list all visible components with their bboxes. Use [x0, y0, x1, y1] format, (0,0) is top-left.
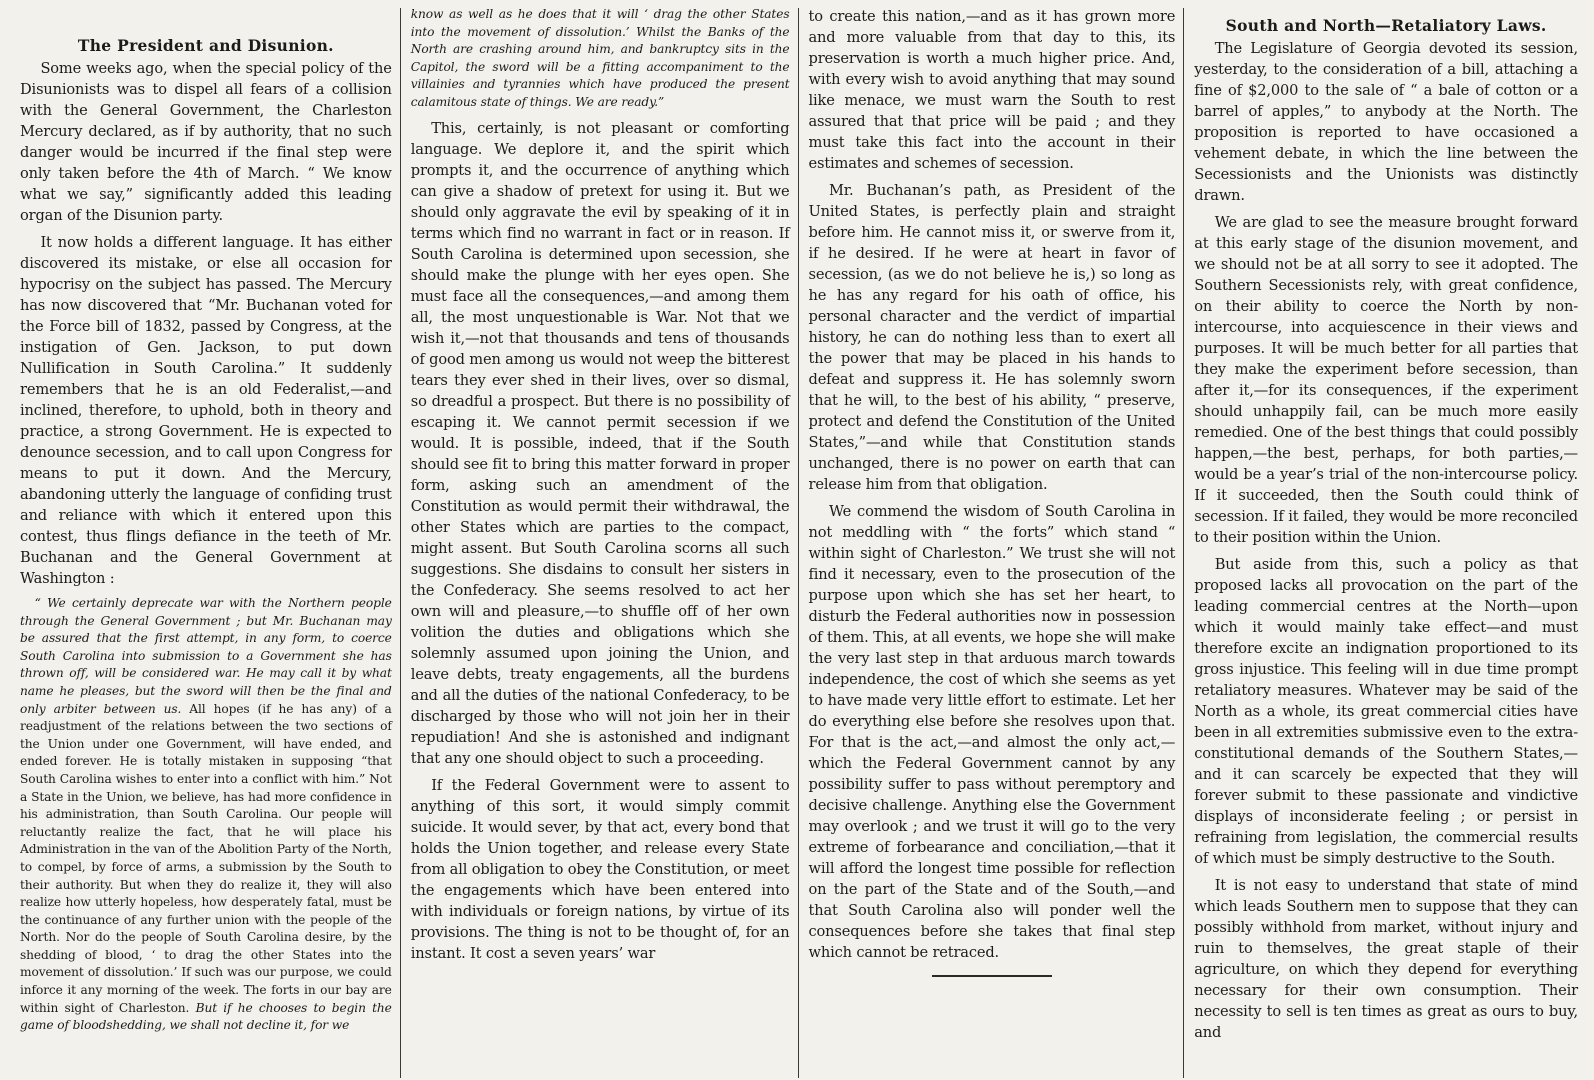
- article-heading-retaliatory-laws: South and North—Retaliatory Laws.: [1225, 16, 1547, 35]
- paragraph: Mr. Buchanan’s path, as President of the United States, is perfectly plain and straight before him. He cannot miss it, or swerve from it, if he desired. If he were at heart in favor of secession, (as we do not believe he is,) so long as he has any regard for his oath of office, his personal character and the verdict of impartial history, he can do nothing less than to exert all the power that may be placed in his hands to defeat and suppress it. He has solemnly sworn that he will, to the best of his ability, “ preserve, protect and defend the Constitution of the United States,”—and while that Constitution stands unchanged, there is no power on earth that can release him from that obligation.: [808, 182, 1176, 493]
- column-4: [1184, 6, 1586, 1080]
- paragraph: This, certainly, is not pleasant or comforting language. We deplore it, and the spirit which prompts it, and the occurrence of anything which can give a shadow of pretext for using it. But we should only aggravate the evil by speaking of it in terms which find no warrant in fact or in reason. If South Carolina is determined upon secession, she should make the plunge with her eyes open. She must face all the consequences,—and among them all, the most unquestionable is War. Not that we wish it,—not that thousands and tens of thousands of good men among us would not weep the bitterest tears they ever shed in their lives, over so dismal, so dreadful a prospect. But there is no possibility of escaping it. We cannot permit secession if we would. It is possible, indeed, that if the South should see fit to bring this matter forward in proper form, asking such an amendment of the Constitution as would permit their withdrawal, the other States which are parties to the compact, might assent. But South Carolina scorns all such suggestions. She disdains to consult her sisters in the Confederacy. She seems resolved to act her own will and pleasure,—to shuffle off of her own volition the duties and obligations which she solemnly assumed upon joining the Union, and leave debts, treaty engagements, all the burdens and all the duties of the national Confederacy, to be discharged by those who will not join her in their repudiation! And she is astonished and indignant that any one should object to such a proceeding.: [410, 119, 790, 767]
- column-1: [10, 6, 400, 1080]
- paragraph: We are glad to see the measure brought forward at this early stage of the disunion movement, and we should not be at all sorry to see it adopted. The Southern Secessionists rely, with great confidence, on their ability to coerce the North by non-intercourse, into acquiescence in their views and purposes. It will be much better for all parties that they make the experiment before secession, than after it,—for its consequences, if the experiment should unhappily fail, can be much more easily remedied. One of the best things that could possibly happen,—the best, perhaps, for both parties,—would be a year’s trial of the non-intercourse policy. If it succeeded, then the South could think of secession. If it failed, they would be more reconciled to their position within the Union.: [1194, 214, 1578, 546]
- paragraph: It now holds a different language. It has either discovered its mistake, or else all occasion for hypocrisy on the subject has passed. The Mercury has now discovered that “Mr. Buchanan voted for the Force bill of 1832, passed by Congress, at the instigation of Gen. Jackson, to put down Nullification in South Carolina.” It suddenly remembers that he is an old Federalist,—and inclined, therefore, to uphold, both in theory and practice, a strong Government. He is expected to denounce secession, and to call upon Congress for means to put it down. And the Mercury, abandoning utterly the language of confiding trust and reliance with which it entered upon this contest, thus flings defiance in the teeth of Mr. Buchanan and the General Government at Washington :: [20, 234, 392, 587]
- column-2: [401, 6, 798, 1080]
- paragraph: The Legislature of Georgia devoted its session, yesterday, to the consideration of a bill, attaching a fine of $2,000 to the sale of “ a bale of cotton or a barrel of apples,” to anybody at the North. The proposition is reported to have occasioned a vehement debate, in which the line between the Secessionists and the Unionists was distinctly drawn.: [1194, 40, 1578, 204]
- paragraph: It is not easy to understand that state of mind which leads Southern men to suppose that they can possibly withhold from market, without injury and ruin to themselves, the great staple of their agriculture, on which they depend for everything necessary for their own consumption. Their necessity to sell is ten times as great as ours to buy, and: [1194, 877, 1578, 1041]
- quote-italic-tail: But if he chooses to begin the game of bloodshedding, we shall not decline it, for we: [20, 1000, 392, 1033]
- quote-roman-text: All hopes (if he has any) of a readjustment of the relations between the two sections of the Union under one Government, will have ended, and ended forever. He is totally mistaken in supposing “that South Carolina wishes to enter into a conflict with him.” Not a State in the Union, we believe, has had more confidence in his administration, than South Carolina. Our people will reluctantly realize the fact, that he will place his Administration in the van of the Abolition Party of the North, to compel, by force of arms, a submission by the South to their authority. But when they do realize it, they will also realize how utterly hopeless, how desperately fatal, must be the continuance of any further union with the people of the North. Nor do the people of South Carolina desire, by the shedding of blood, ‘ to drag the other States into the movement of dissolution.’ If such was our purpose, we could inforce it any morning of the week. The forts in our bay are within sight of Charleston.: [20, 701, 392, 1015]
- paragraph: If the Federal Government were to assent to anything of this sort, it would simply commit suicide. It would sever, by that act, every bond that holds the Union together, and release every State from all obligation to obey the Constitution, or meet the engagements which have been entered into with individuals or foreign nations, by virtue of its provisions. The thing is not to be thought of, for an instant. It cost a seven years’ war: [410, 776, 790, 962]
- column-3: [799, 6, 1184, 1080]
- article-heading-president-disunion: The President and Disunion.: [77, 36, 334, 55]
- article-end-rule: [932, 975, 1052, 977]
- paragraph: to create this nation,—and as it has grown more and more valuable from that day to this, its preservation is worth a much higher price. And, with every wish to avoid anything that may sound like menace, we must warn the South to rest assured that that price will be paid ; and they must take this fact into the account in their estimates and schemes of secession.: [808, 8, 1176, 172]
- quoted-passage-mercury: [20, 595, 392, 1035]
- paragraph: Some weeks ago, when the special policy of the Disunionists was to dispel all fears of a collision with the General Government, the Charleston Mercury declared, as if by authority, that no such danger would be incurred if the final step were only taken before the 4th of March. “ We know what we say,” significantly added this leading organ of the Disunion party.: [20, 60, 392, 224]
- quoted-passage-continued: [411, 6, 790, 112]
- paragraph: But aside from this, such a policy as that proposed lacks all provocation on the part of the leading commercial centres at the North—upon which it would mainly take effect—and must therefore excite an indignation proportioned to its gross injustice. This feeling will in due time prompt retaliatory measures. Whatever may be said of the North as a whole, its great commercial cities have been in all extremities submissive even to the extra-constitutional demands of the Southern States,—and it can scarcely be expected that they will forever submit to these passionate and vindictive displays of inconsiderate feeling ; or persist in refraining from legislation, the commercial results of which must be simply destructive to the South.: [1194, 556, 1578, 867]
- quote-continued-text: know as well as he does that it will ‘ drag the other States into the movement of dissolution.’ Whilst the Banks of the North are crashing around him, and bankruptcy sits in the Capitol, the sword will be a fitting accompaniment to the villainies and tyrannies which have produced the present calamitous state of things. We are ready.”: [410, 7, 790, 109]
- paragraph: We commend the wisdom of South Carolina in not meddling with “ the forts” which stand “ within sight of Charleston.” We trust she will not find it necessary, even to the prosecution of the purpose upon which she has set her heart, to disturb the Federal authorities now in possession of them. This, at all events, we hope she will make the very last step in that arduous march towards independence, the cost of which she seems as yet to have made very little effort to estimate. Let her do everything else before she resolves upon that. For that is the act,—and almost the only act,—which the Federal Government cannot by any possibility suffer to pass without peremptory and decisive challenge. Anything else the Government may overlook ; and we trust it will go to the very extreme of forbearance and conciliation,—that it will afford the longest time possible for reflection on the part of the State and of the South,—and that South Carolina also will ponder well the consequences before she takes that final step which cannot be retraced.: [808, 503, 1176, 961]
- quote-italic-text: “ We certainly deprecate war with the Northern people through the General Government ; but Mr. Buchanan may be assured that the first attempt, in any form, to coerce South Carolina into submission to a Government she has thrown off, will be considered war. He may call it by what name he pleases, but the sword will then be the final and only arbiter between us.: [20, 596, 392, 716]
